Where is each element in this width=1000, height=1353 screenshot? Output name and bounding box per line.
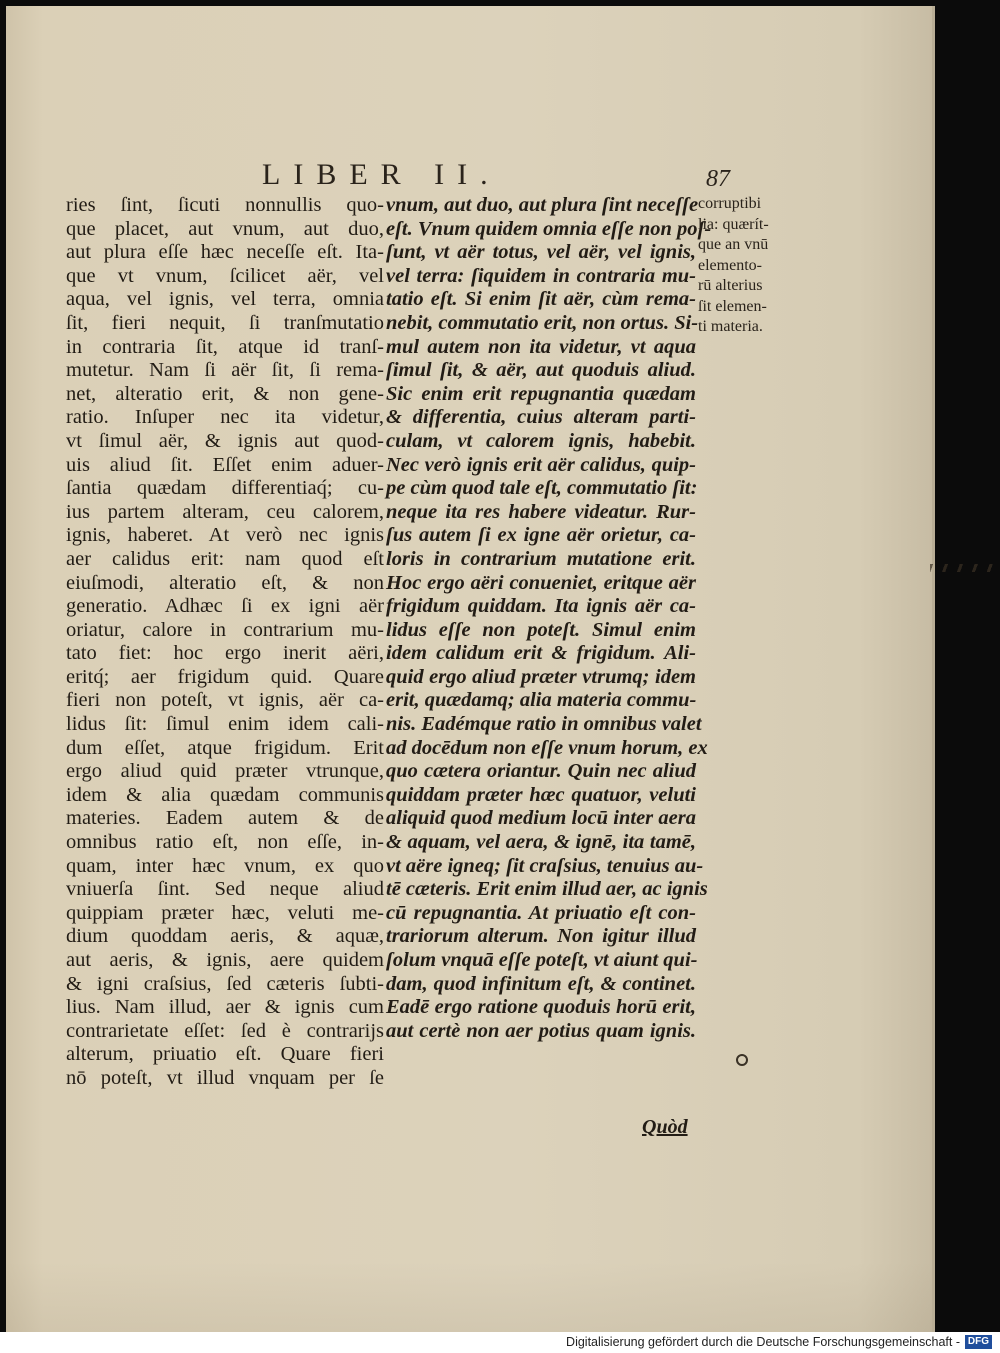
text-line: pe cùm quod tale eſt, commutatio ſit: [386,477,698,500]
running-title: LIBER II. [262,158,501,191]
text-line: Nec verò ignis erit aër calidus, quip- [386,453,696,476]
text-line: ratio. Inſuper nec ita videtur, [66,406,384,429]
text-line: in contraria ſit, atque id tranſ- [66,335,384,358]
text-line: frigidum quiddam. Ita ignis aër ca- [386,595,696,618]
text-line: idem & alia quædam communis [66,783,384,806]
text-line: ergo aliud quid præter vtrunque, [66,760,384,783]
text-line: contrarietate eſſet: ſed è contrarijs [66,1019,384,1042]
text-line: erit, quædamq; alia materia commu- [386,689,697,712]
book-page [6,6,935,1332]
ink-speck [736,1054,748,1066]
text-line: nis. Eadémque ratio in omnibus valet [386,713,702,736]
text-line: mul autem non ita videtur, vt aqua [386,335,696,358]
text-line: quiddam præter hæc quatuor, veluti [386,783,696,806]
text-line: ad docēdum non eſſe vnum horum, ex [386,736,708,759]
right-text-column [386,194,712,1043]
text-line: lia: quærít- [698,215,769,233]
text-line: quippiam præter hæc, veluti me- [66,901,384,924]
text-line: uis aliud ſit. Eſſet enim aduer- [66,453,384,476]
text-line: loris in contrarium mutatione erit. [386,547,696,570]
text-line: ignis, haberet. At verò nec ignis [66,524,384,547]
text-line: que vt vnum, ſcilicet aër, vel [66,264,384,287]
text-line: elemento- [698,256,762,274]
text-line: aer calidus erit: nam quod eſt [66,547,384,570]
text-line: que an vnū [698,236,769,253]
page-number: 87 [706,166,730,192]
text-line: & differentia, cuius alteram parti- [386,406,696,429]
text-line: corruptibi [698,195,762,212]
text-line: eſt. Vnum quidem omnia eſſe non poſ- [386,217,712,240]
text-line: ſimul ſit, & aër, aut quoduis aliud. [386,359,696,382]
text-line: que placet, aut vnum, aut duo, [66,217,384,240]
edge-marks [930,564,1000,572]
text-line: Eadē ergo ratione quoduis horū erit, [386,996,696,1019]
text-line: dum eſſet, atque frigidum. Erit [66,736,384,759]
text-line: cū repugnantia. At priuatio eſt con- [386,901,696,924]
text-line: idem calidum erit & frigidum. Ali- [386,642,696,665]
text-line: ſantia quædam differentiaq́; cu- [66,477,384,500]
text-line: tato fiet: hoc ergo inerit aëri, [66,642,384,665]
text-line: culam, vt calorem ignis, habebit. [386,429,696,452]
text-line: lidus ſit: ſimul enim idem cali- [66,713,384,736]
text-line: lidus eſſe non poteſt. Simul enim [386,618,696,641]
marginal-note [698,194,798,338]
text-line: quam, inter hæc vnum, ex quo [66,854,384,877]
text-line: rū alterius [698,277,763,294]
text-line: mutetur. Nam ſi aër ſit, ſi rema- [66,359,384,382]
text-line: eiuſmodi, alteratio eſt, & non [66,571,384,594]
text-line: tatio eſt. Si enim ſit aër, cùm rema- [386,288,696,311]
text-line: ſit, fieri nequit, ſi tranſmutatio [66,311,384,334]
text-line: materies. Eadem autem & de [66,807,384,830]
text-line: aqua, vel ignis, vel terra, omnia [66,288,384,311]
text-line: & igni craſsius, ſed cæteris ſubti- [66,972,384,995]
text-line: vnum, aut duo, aut plura ſint neceſſe [386,194,699,216]
text-line: lius. Nam illud, aer & ignis cum [66,996,384,1019]
text-line: dium quoddam aeris, & aquæ, [66,925,384,948]
text-line: ti materia. [698,318,763,335]
text-line: Sic enim erit repugnantia quædam [386,382,696,405]
text-line: aliquid quod medium locū inter aera [386,807,696,830]
text-line: trariorum alterum. Non igitur illud [386,925,696,948]
text-line: ſit elemen- [698,297,767,315]
text-line: quid ergo aliud præter vtrumq; idem [386,665,696,688]
text-line: ius partem alteram, ceu calorem, [66,500,384,523]
text-line: fieri non poteſt, vt ignis, aër ca- [66,689,384,712]
text-line: vel terra: ſiquidem in contraria mu- [386,264,696,287]
text-line: ſolum vnquā eſſe poteſt, vt aiunt qui- [386,949,698,971]
left-text-column [66,194,384,1091]
text-line: tē cæteris. Erit enim illud aer, ac ignis [386,878,708,901]
text-line: nebit, commutatio erit, non ortus. Si- [386,311,699,334]
text-line: neque ita res habere videatur. Rur- [386,500,696,523]
text-line: dam, quod infinitum eſt, & continet. [386,972,696,995]
text-line: ries ſint, ſicuti nonnullis quo- [66,194,384,216]
text-line: & aquam, vel aera, & ignē, ita tamē, [386,831,696,854]
text-line: aut aeris, & ignis, aere quidem [66,949,384,971]
text-line: eritq́; aer frigidum quid. Quare [66,665,384,688]
text-line: net, alteratio erit, & non gene- [66,382,384,405]
text-line: vt aëre igneq; ſit craſsius, tenuius au- [386,854,704,877]
dfg-logo: DFG [965,1335,992,1349]
text-line: aut plura eſſe hæc neceſſe eſt. Ita- [66,241,384,264]
footer-strip [0,1332,1000,1353]
text-line: generatio. Adhæc ſi ex igni aër [66,595,384,618]
text-line: oriatur, calore in contrarium mu- [66,618,384,641]
text-line: ſus autem ſi ex igne aër orietur, ca- [386,524,696,547]
catchword: Quòd [642,1116,688,1138]
footer-credit: Digitalisierung gefördert durch die Deutsche Forschungsgemeinschaft - [566,1335,960,1349]
text-line: aut certè non aer potius quam ignis. [386,1019,696,1042]
text-line: alterum, priuatio eſt. Quare fieri [66,1043,384,1066]
text-line: quo cætera oriantur. Quin nec aliud [386,760,696,783]
text-line: omnibus ratio eſt, non eſſe, in- [66,831,384,854]
text-line: vniuerſa ſint. Sed neque aliud [66,878,384,901]
text-line: ſunt, vt aër totus, vel aër, vel ignis, [386,241,696,264]
text-line: nō poteſt, vt illud vnquam per ſe [66,1066,384,1089]
text-line: vt ſimul aër, & ignis aut quod- [66,429,384,452]
text-line: Hoc ergo aëri conueniet, eritque aër [386,571,696,594]
